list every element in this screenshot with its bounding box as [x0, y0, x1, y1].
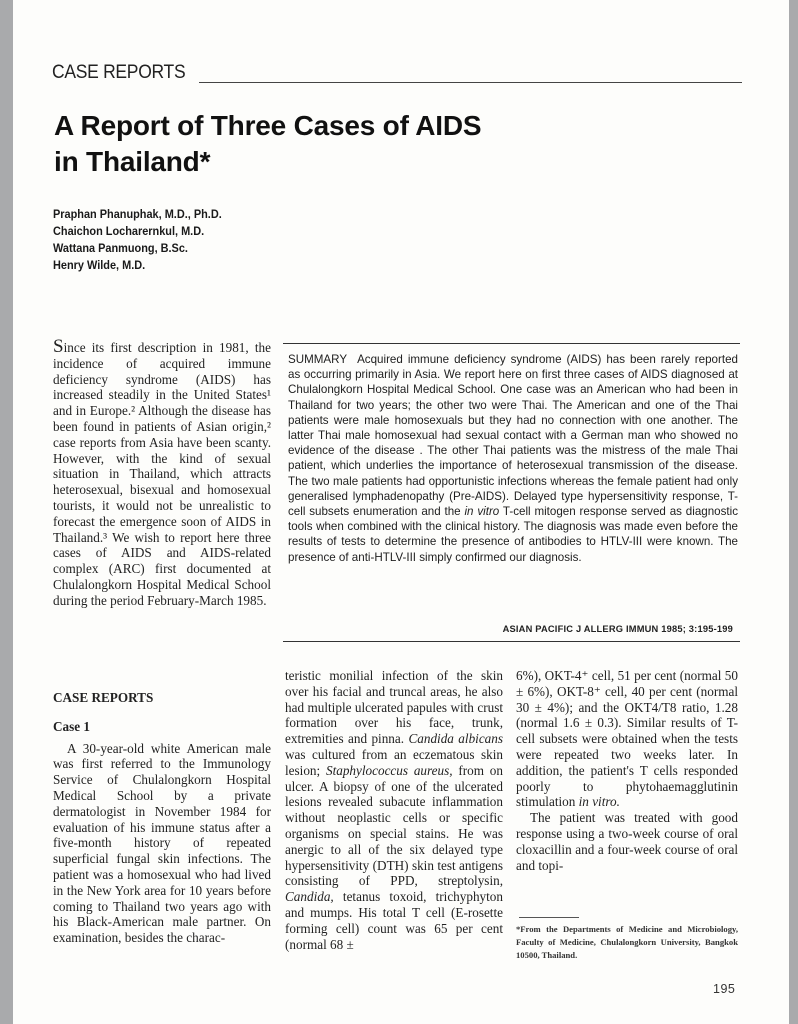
article-title: [54, 108, 654, 180]
text-run: was cultured from an eczematous skin lesion;: [285, 746, 503, 778]
title-line-1: A Report of Three Cases of AIDS: [54, 110, 482, 141]
case-1-heading: Case 1: [53, 718, 90, 734]
drop-cap: S: [53, 336, 64, 357]
journal-citation: ASIAN PACIFIC J ALLERG IMMUN 1985; 3:195-199: [502, 624, 733, 634]
summary-bottom-rule: [283, 641, 740, 642]
body-column-2: [285, 668, 503, 952]
col3-paragraph-1: [516, 668, 738, 810]
case-reports-heading: CASE REPORTS: [53, 690, 154, 705]
italic-run: in vitro.: [578, 794, 620, 810]
summary-italic: in vitro: [464, 505, 500, 519]
title-line-2: in Thailand*: [54, 146, 211, 177]
text-run: teristic monilial infection of the skin over his facial and truncal areas, he also had multiple ulcerated papules with crust formation over his face, trunk, extremities and pinna.: [285, 668, 503, 747]
introduction-paragraph: [53, 336, 271, 609]
section-rule: [199, 82, 742, 83]
summary-abstract: [288, 352, 738, 565]
footnote-rule: [519, 917, 579, 918]
author: Wattana Panmuong, B.Sc.: [53, 243, 188, 255]
author: Henry Wilde, M.D.: [53, 260, 146, 272]
text-run: 6%), OKT-4⁺ cell, 51 per cent (normal 50 ± 6%), OKT-8⁺ cell, 40 per cent (normal 30 ± 4%); and the OKT4/T8 ratio, 1.28 (normal 1.6 ± 0.3). Similar results of T-cell subsets were obtained when the tests were repeated two weeks later. In addition, the patient's T cells responded poorly to phytohaemagglutinin stimulation: [516, 668, 738, 810]
italic-run: Candida albicans: [408, 731, 503, 747]
section-label: CASE REPORTS: [52, 62, 186, 83]
footnote: *From the Departments of Medicine and Microbiology, Faculty of Medicine, Chulalongkorn University, Bangkok 10500, Thailand.: [516, 924, 738, 960]
italic-run: Staphylococcus aureus,: [325, 762, 453, 778]
col3-paragraph-2: The patient was treated with good response using a two-week course of oral cloxacillin and a four-week course of oral and topi-: [516, 810, 738, 873]
body-column-3: [516, 668, 738, 873]
text-run: from on ulcer. A biopsy of one of the ulcerated lesions revealed subacute inflammation without neoplastic cells or specific organisms on special stains. He was anergic to all of the six delayed type hypersensitivity (DTH) skin test antigens consisting of PPD, streptolysin,: [285, 762, 503, 889]
case-1-paragraph: A 30-year-old white American male was first referred to the Immunology Service of Chulalongkorn Hospital Medical School by a private dermatologist in November 1984 for evaluation of his immune status after a five-month history of repeated superficial fungal skin infections. The patient was a homosexual who had lived in the New York area for 10 years before coming to Thailand two years ago with his Black-American male partner. On examination, besides the charac-: [53, 740, 271, 946]
text-run: tetanus toxoid, trichyphyton and mumps. His total T cell (E-rosette forming cell) count was 65 per cent (normal 68 ±: [285, 889, 503, 952]
author: Chaichon Locharernkul, M.D.: [53, 226, 205, 238]
intro-text: ince its first description in 1981, the incidence of acquired immune deficiency syndrome (AIDS) has increased steadily in the United States¹ and in Europe.² Although the disease has been found in patients of Asian origin,² case reports from Asia have been scanty. However, with the kind of sexual situation in Thailand, which attracts heterosexual, bisexual and homosexual tourists, it would not be unrealistic to forecast the emergence soon of AIDS in Thailand.³ We wish to report here three cases of AIDS and AIDS-related complex (ARC) first documented at Chulalongkorn Hospital Medical School during the period February-March 1985.: [53, 340, 271, 608]
body-column-1: [53, 690, 271, 946]
italic-run: Candida,: [285, 889, 334, 905]
page-number: 195: [713, 982, 736, 996]
summary-text-b: T-cell mitogen response served as diagnostic tools when combined with the clinical history. The diagnosis was made even before the results of tests to determine the presence of antibodies to HTLV-III were known. The presence of anti-HTLV-III simply confirmed our diagnosis.: [288, 505, 738, 564]
summary-label: SUMMARY: [288, 353, 348, 366]
summary-text-a: Acquired immune deficiency syndrome (AIDS) has been rarely reported as occurring primarily in Asia. We report here on first three cases of AIDS diagnosed at Chulalongkorn Hospital Medical School. One case was an American who had been in Thailand for two years; the other two were Thai. The American and one of the Thai patients were male homosexuals but they had no connection with one another. The latter Thai male homosexual had sexual contact with a German man who showed no evidence of the disease . The other Thai patients was the mistress of the male Thai patient, which underlies the importance of heterosexual transmission of the disease. The two male patients had opportunistic infections whereas the female patient had only generalised lymphadenopathy (Pre-AIDS). Delayed type hypersensitivity response, T-cell subsets enumeration and the: [288, 353, 738, 519]
author-list: [53, 207, 222, 275]
author: Praphan Phanuphak, M.D., Ph.D.: [53, 209, 222, 221]
summary-top-rule: [283, 343, 740, 344]
journal-page: [13, 0, 789, 1024]
